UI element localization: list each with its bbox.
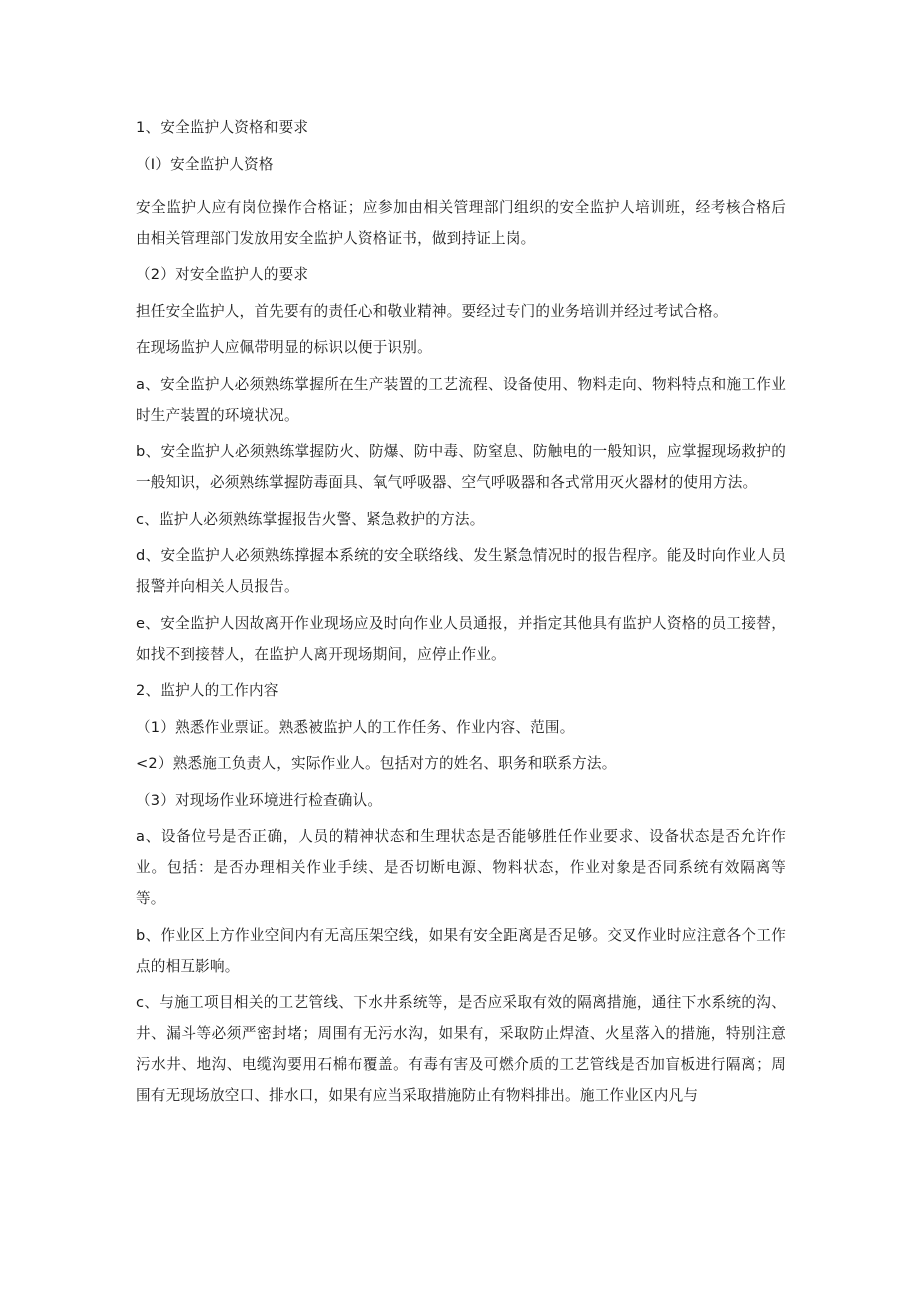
check-item-c: c、与施工项目相关的工艺管线、下水井系统等，是否应采取有效的隔离措施，通往下水系统的沟、井、漏斗等必须严密封堵；周围有无污水沟，如果有，采取防止焊渣、火星落入的措施，特别注意污水井、地沟、电缆沟要用石棉布覆盖。有毒有害及可燃介质的工艺管线是否加盲板进行隔离；周围有无现场放空口、排水口，如果有应当采取措施防止有物料排出。施工作业区内凡与 (136, 994, 786, 1104)
subheading-qualification: （I）安全监护人资格 (136, 155, 274, 173)
check-item-a: a、设备位号是否正确，人员的精神状态和生理状态是否能够胜任作业要求、设备状态是否允许作业。包括：是否办理相关作业手续、是否切断电源、物料状态，作业对象是否同系统有效隔离等等。 (136, 828, 786, 907)
paragraph-qualification: 安全监护人应有岗位操作合格证；应参加由相关管理部门组织的安全监护人培训班，经考核合格后由相关管理部门发放用安全监护人资格证书，做到持证上岗。 (136, 198, 786, 247)
list-item-c: c、监护人必须熟练掌握报告火警、紧急救护的方法。 (136, 510, 485, 528)
paragraph-responsibility: 担任安全监护人，首先要有的责任心和敬业精神。要经过专门的业务培训并经过考试合格。 (136, 302, 728, 320)
document-body (136, 112, 786, 1117)
list-item-e: e、安全监护人因故离开作业现场应及时向作业人员通报，并指定其他具有监护人资格的员工接替，如找不到接替人，在监护人离开现场期间，应停止作业。 (136, 614, 786, 663)
subheading-requirements: （2）对安全监护人的要求 (136, 266, 309, 283)
work-item-1: （1）熟悉作业票证。熟悉被监护人的工作任务、作业内容、范围。 (136, 718, 575, 736)
list-item-b: b、安全监护人必须熟练掌握防火、防爆、防中毒、防窒息、防触电的一般知识，应掌握现场救护的一般知识，必须熟练掌握防毒面具、氧气呼吸器、空气呼吸器和各式常用灭火器材的使用方法。 (136, 443, 786, 491)
check-item-b: b、作业区上方作业空间内有无高压架空线，如果有安全距离是否足够。交叉作业时应注意各个工作点的相互影响。 (136, 926, 786, 975)
list-item-d: d、安全监护人必须熟练撑握本系统的安全联络线、发生紧急情况时的报告程序。能及时向作业人员报警并向相关人员报告。 (136, 547, 786, 595)
work-item-3: （3）对现场作业环境进行检查确认。 (136, 791, 383, 809)
paragraph-identification: 在现场监护人应佩带明显的标识以便于识别。 (136, 339, 432, 356)
work-item-2: <2）熟悉施工负责人，实际作业人。包括对方的姓名、职务和联系方法。 (136, 755, 617, 772)
heading-2: 2、监护人的工作内容 (136, 682, 279, 699)
list-item-a: a、安全监护人必须熟练掌握所在生产装置的工艺流程、设备使用、物料走向、物料特点和施工作业时生产装置的环境状况。 (136, 375, 786, 424)
heading-1: 1、安全监护人资格和要求 (136, 119, 309, 136)
